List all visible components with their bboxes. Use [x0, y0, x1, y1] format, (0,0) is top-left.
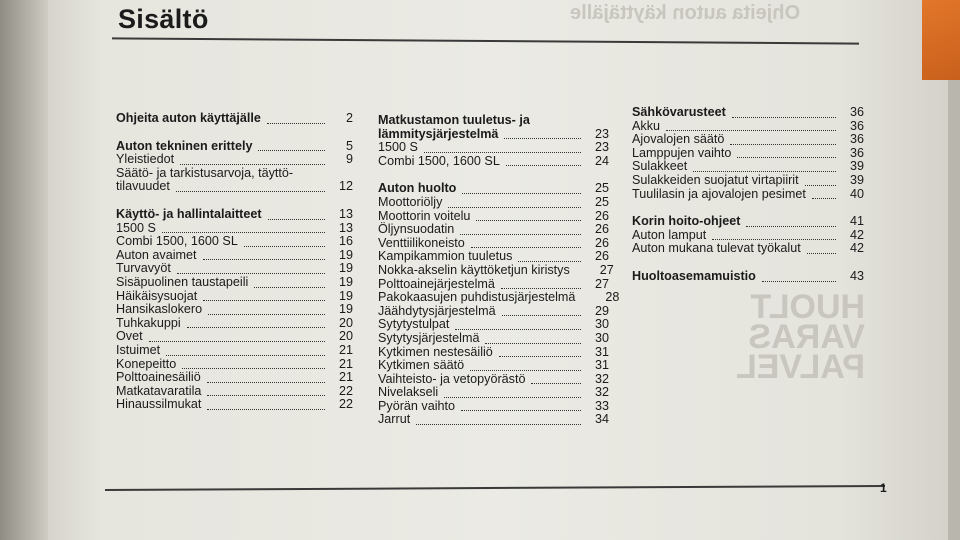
toc-entry — [378, 332, 609, 346]
dot-leader — [162, 231, 325, 233]
toc-entry-label: Turvavyöt — [116, 261, 171, 276]
toc-entry — [116, 303, 353, 317]
toc-entry — [378, 386, 609, 400]
book-spine — [0, 0, 48, 540]
toc-entry-label: Konepeitto — [116, 356, 177, 371]
toc-entry-label: Sisäpuolinen taustapeili — [116, 274, 249, 289]
toc-entry-label: Sytytystulpat — [378, 317, 450, 332]
toc-entry — [378, 141, 609, 155]
toc-page-number: 36 — [849, 132, 864, 147]
toc-entry-label: Häikäisysuojat — [116, 288, 198, 303]
toc-page-number: 24 — [594, 153, 609, 168]
dot-leader — [461, 409, 581, 411]
dot-leader — [531, 382, 581, 384]
toc-column-right — [632, 106, 864, 284]
toc-entry-label: Hinaussilmukat — [116, 397, 202, 412]
toc-entry-label: Ajovalojen säätö — [632, 132, 725, 147]
toc-entry — [116, 235, 353, 249]
toc-entry-label: Nokka-akselin käyttöketjun kiristys — [378, 262, 570, 277]
toc-entry-label: Hansikaslokero — [116, 302, 203, 317]
section-gap — [116, 194, 353, 208]
toc-page-number: 23 — [594, 140, 609, 155]
toc-entry — [116, 262, 353, 276]
toc-page-number: 19 — [338, 302, 353, 317]
dot-leader — [762, 280, 836, 282]
toc-entry-label: Pyörän vaihto — [378, 398, 456, 413]
toc-entry — [632, 174, 864, 188]
toc-page-number: 26 — [594, 235, 609, 250]
toc-entry — [116, 344, 353, 358]
toc-entry-label: Huoltoasemamuistio — [632, 268, 756, 283]
toc-entry-label: Öljynsuodatin — [378, 222, 455, 237]
toc-entry — [632, 160, 864, 174]
dot-leader — [502, 314, 581, 316]
toc-entry — [378, 290, 620, 305]
ghost-header-text: Ohjeita auton käyttäjälle — [570, 2, 801, 24]
dot-leader — [504, 137, 581, 139]
toc-page-number: 36 — [849, 118, 864, 133]
toc-page-number: 22 — [338, 383, 353, 398]
ghost-side-text: HUOLT VARAS PALVEL — [735, 288, 865, 386]
toc-entry-label: Moottorin voitelu — [378, 208, 471, 223]
dot-leader — [416, 423, 581, 425]
toc-page-number: 21 — [338, 370, 353, 385]
toc-entry — [116, 276, 353, 290]
toc-page-number: 39 — [849, 159, 864, 174]
dot-leader — [207, 394, 325, 396]
dot-leader — [666, 129, 836, 131]
toc-entry-label: 1500 S — [116, 220, 156, 235]
toc-entry-label: Auton lamput — [632, 227, 707, 242]
toc-page-number: 31 — [594, 344, 609, 359]
toc-entry-label: Ohjeita auton käyttäjälle — [116, 111, 261, 125]
toc-entry — [378, 346, 609, 360]
dot-leader — [471, 246, 581, 248]
dot-leader — [455, 328, 581, 330]
toc-page-number: 13 — [338, 220, 353, 235]
dot-leader — [166, 354, 325, 356]
dot-leader — [448, 206, 581, 208]
toc-entry — [378, 223, 609, 237]
toc-entry-label: Sulakkeet — [632, 159, 688, 174]
toc-entry — [116, 358, 353, 372]
toc-page-number: 36 — [849, 105, 864, 119]
toc-page-number: 39 — [849, 172, 864, 187]
toc-entry-label: Combi 1500, 1600 SL — [116, 234, 238, 249]
dot-leader — [485, 342, 581, 344]
toc-entry-label: Auton tekninen erittely — [116, 138, 253, 153]
toc-entry — [116, 371, 353, 385]
toc-page-number: 2 — [345, 111, 353, 125]
dot-leader — [203, 299, 325, 301]
toc-entry — [378, 359, 609, 373]
toc-entry — [116, 249, 353, 263]
dot-leader — [746, 225, 836, 227]
toc-entry — [378, 305, 609, 319]
toc-entry-label: Combi 1500, 1600 SL — [378, 153, 500, 168]
toc-entry — [378, 278, 609, 292]
section-gap — [378, 168, 609, 182]
toc-page-number: 16 — [338, 234, 353, 249]
dot-leader — [254, 286, 325, 288]
toc-entry-label: Ovet — [116, 329, 143, 344]
toc-page-number: 22 — [338, 397, 353, 412]
dot-leader — [267, 122, 325, 124]
dot-leader — [576, 275, 586, 276]
toc-entry-label: Matkustamon tuuletus- ja — [378, 113, 530, 127]
toc-entry-label: Auton avaimet — [116, 247, 197, 262]
toc-entry-label: Pakokaasujen puhdistusjärjestelmä — [378, 290, 576, 305]
dot-leader — [812, 197, 836, 199]
toc-entry — [378, 210, 609, 224]
dot-leader — [730, 143, 836, 145]
toc-entry — [378, 400, 609, 414]
toc-page-number: 27 — [594, 276, 609, 291]
dot-leader — [444, 396, 581, 398]
toc-entry-label: Polttoainesäiliö — [116, 370, 201, 385]
toc-page-number: 33 — [594, 398, 609, 413]
toc-entry-label: Sulakkeiden suojatut virtapiirit — [632, 172, 799, 187]
toc-column-left — [116, 112, 353, 412]
toc-page-number: 32 — [594, 371, 609, 386]
toc-entry-label: Jarrut — [378, 412, 411, 427]
toc-entry — [378, 155, 609, 169]
dot-leader — [712, 238, 836, 240]
dot-leader — [187, 326, 325, 328]
dot-leader — [177, 272, 325, 274]
dot-leader — [476, 219, 581, 221]
toc-entry-label: Vaihteisto- ja vetopyörästö — [378, 371, 526, 386]
toc-entry-label: Auton mukana tulevat työkalut — [632, 241, 801, 256]
dot-leader — [207, 408, 325, 410]
toc-page-number: 43 — [849, 268, 864, 283]
dot-leader — [182, 367, 325, 369]
toc-page-number: 21 — [338, 342, 353, 357]
dot-leader — [462, 192, 581, 194]
toc-entry-label: Yleistiedot — [116, 152, 175, 167]
toc-entry-label: Moottoriöljy — [378, 194, 443, 209]
dot-leader — [805, 184, 836, 186]
toc-entry-label: Korin hoito-ohjeet — [632, 214, 741, 229]
toc-section-heading — [378, 182, 609, 196]
toc-page-number: 21 — [338, 356, 353, 371]
section-gap — [116, 126, 353, 140]
dot-leader — [732, 116, 836, 118]
toc-entry — [378, 250, 609, 264]
toc-entry — [632, 133, 864, 147]
dot-leader — [244, 245, 325, 247]
toc-page-number: 27 — [599, 262, 614, 277]
toc-entry-label: Kytkimen nestesäiliö — [378, 344, 493, 359]
toc-entry — [116, 153, 353, 167]
toc-entry — [632, 147, 864, 161]
toc-page-number: 29 — [594, 303, 609, 318]
toc-page-number: 30 — [594, 317, 609, 332]
toc-section-heading — [632, 270, 864, 284]
section-gap — [632, 256, 864, 270]
toc-entry-label: Polttoainejärjestelmä — [378, 276, 495, 291]
toc-entry — [116, 180, 353, 194]
toc-entry — [632, 242, 864, 256]
dot-leader — [518, 260, 581, 262]
dot-leader — [460, 233, 581, 235]
dot-leader — [581, 302, 591, 303]
toc-page-number: 19 — [338, 288, 353, 303]
toc-entry — [632, 188, 864, 202]
toc-page-number: 42 — [849, 241, 864, 256]
toc-page-number: 13 — [338, 206, 353, 221]
toc-entry-label: Istuimet — [116, 342, 161, 357]
toc-entry — [378, 237, 609, 251]
toc-section-heading — [632, 215, 864, 229]
toc-page-number: 26 — [594, 222, 609, 237]
toc-column-middle — [378, 113, 620, 427]
toc-page-number: 25 — [594, 194, 609, 209]
toc-entry-label: Jäähdytysjärjestelmä — [378, 303, 496, 318]
dot-leader — [501, 287, 581, 289]
toc-page-number: 26 — [594, 208, 609, 223]
dot-leader — [180, 163, 325, 165]
toc-entry-label: Akku — [632, 118, 660, 133]
toc-entry-label: tilavuudet — [116, 179, 170, 194]
toc-page-number: 5 — [345, 138, 353, 153]
toc-page-number: 34 — [594, 412, 609, 427]
toc-section-heading — [116, 208, 353, 222]
dot-leader — [470, 369, 581, 371]
toc-page-number: 9 — [345, 152, 353, 167]
toc-page-number: 30 — [594, 330, 609, 345]
orange-cover-corner — [922, 0, 960, 80]
toc-entry-label: lämmitysjärjestelmä — [378, 126, 499, 141]
toc-entry — [116, 317, 353, 331]
toc-entry-label: Sähkövarusteet — [632, 105, 726, 119]
toc-section-heading — [116, 112, 353, 126]
toc-entry — [632, 120, 864, 134]
toc-page-number: 42 — [849, 227, 864, 242]
toc-entry-label: 1500 S — [378, 140, 418, 155]
dot-leader — [693, 170, 836, 172]
page-title: Sisältö — [118, 4, 209, 34]
toc-entry-label: Nivelakseli — [378, 385, 439, 400]
toc-page-number: 41 — [849, 214, 864, 229]
toc-entry-label: Tuulilasin ja ajovalojen pesimet — [632, 186, 806, 201]
toc-page-number: 19 — [338, 247, 353, 262]
toc-page-number: 20 — [338, 329, 353, 344]
toc-entry-label: Säätö- ja tarkistusarvoja, täyttö- — [116, 165, 294, 180]
dot-leader — [737, 156, 836, 158]
toc-entry-label: Matkatavaratila — [116, 383, 202, 398]
toc-entry — [116, 385, 353, 399]
toc-section-heading — [378, 128, 609, 142]
dot-leader — [149, 340, 325, 342]
toc-entry — [378, 262, 614, 278]
dot-leader — [176, 190, 325, 192]
section-gap — [632, 201, 864, 215]
toc-page-number: 12 — [338, 179, 353, 194]
toc-entry-label: Kytkimen säätö — [378, 358, 465, 373]
dot-leader — [208, 313, 325, 315]
toc-page-number: 26 — [594, 249, 609, 264]
toc-entry — [378, 413, 609, 427]
dot-leader — [424, 151, 581, 153]
toc-page-number: 31 — [594, 358, 609, 373]
toc-entry-label: Lamppujen vaihto — [632, 145, 732, 160]
toc-entry — [116, 398, 353, 412]
toc-page-number: 23 — [594, 126, 609, 141]
dot-leader — [807, 252, 836, 254]
toc-entry-label: Tuhkakuppi — [116, 315, 181, 330]
dot-leader — [499, 355, 581, 357]
toc-entry — [116, 290, 353, 304]
toc-page-number: 32 — [594, 385, 609, 400]
dot-leader — [506, 164, 581, 166]
toc-page-number: 20 — [338, 315, 353, 330]
dot-leader — [203, 258, 325, 260]
toc-entry-label: Kampikammion tuuletus — [378, 249, 513, 264]
toc-entry — [116, 222, 353, 236]
toc-section-heading — [116, 140, 353, 154]
toc-entry-label: Käyttö- ja hallintalaitteet — [116, 206, 262, 221]
toc-section-heading — [632, 106, 864, 120]
toc-entry-label: Sytytysjärjestelmä — [378, 330, 480, 345]
toc-page-number: 19 — [338, 261, 353, 276]
toc-page-number: 19 — [338, 274, 353, 289]
toc-page-number: 36 — [849, 145, 864, 160]
dot-leader — [207, 381, 325, 383]
toc-entry-label: Venttiilikoneisto — [378, 235, 465, 250]
toc-page-number: 25 — [594, 181, 609, 196]
dot-leader — [258, 149, 325, 151]
page-number: 1 — [880, 481, 887, 495]
toc-entry — [116, 330, 353, 344]
toc-entry — [378, 196, 609, 210]
toc-entry — [632, 229, 864, 243]
toc-entry — [378, 373, 609, 387]
toc-page-number: 28 — [605, 290, 620, 305]
toc-entry — [378, 318, 609, 332]
dot-leader — [268, 218, 325, 220]
toc-page-number: 40 — [849, 186, 864, 201]
toc-entry-label: Auton huolto — [378, 181, 457, 196]
